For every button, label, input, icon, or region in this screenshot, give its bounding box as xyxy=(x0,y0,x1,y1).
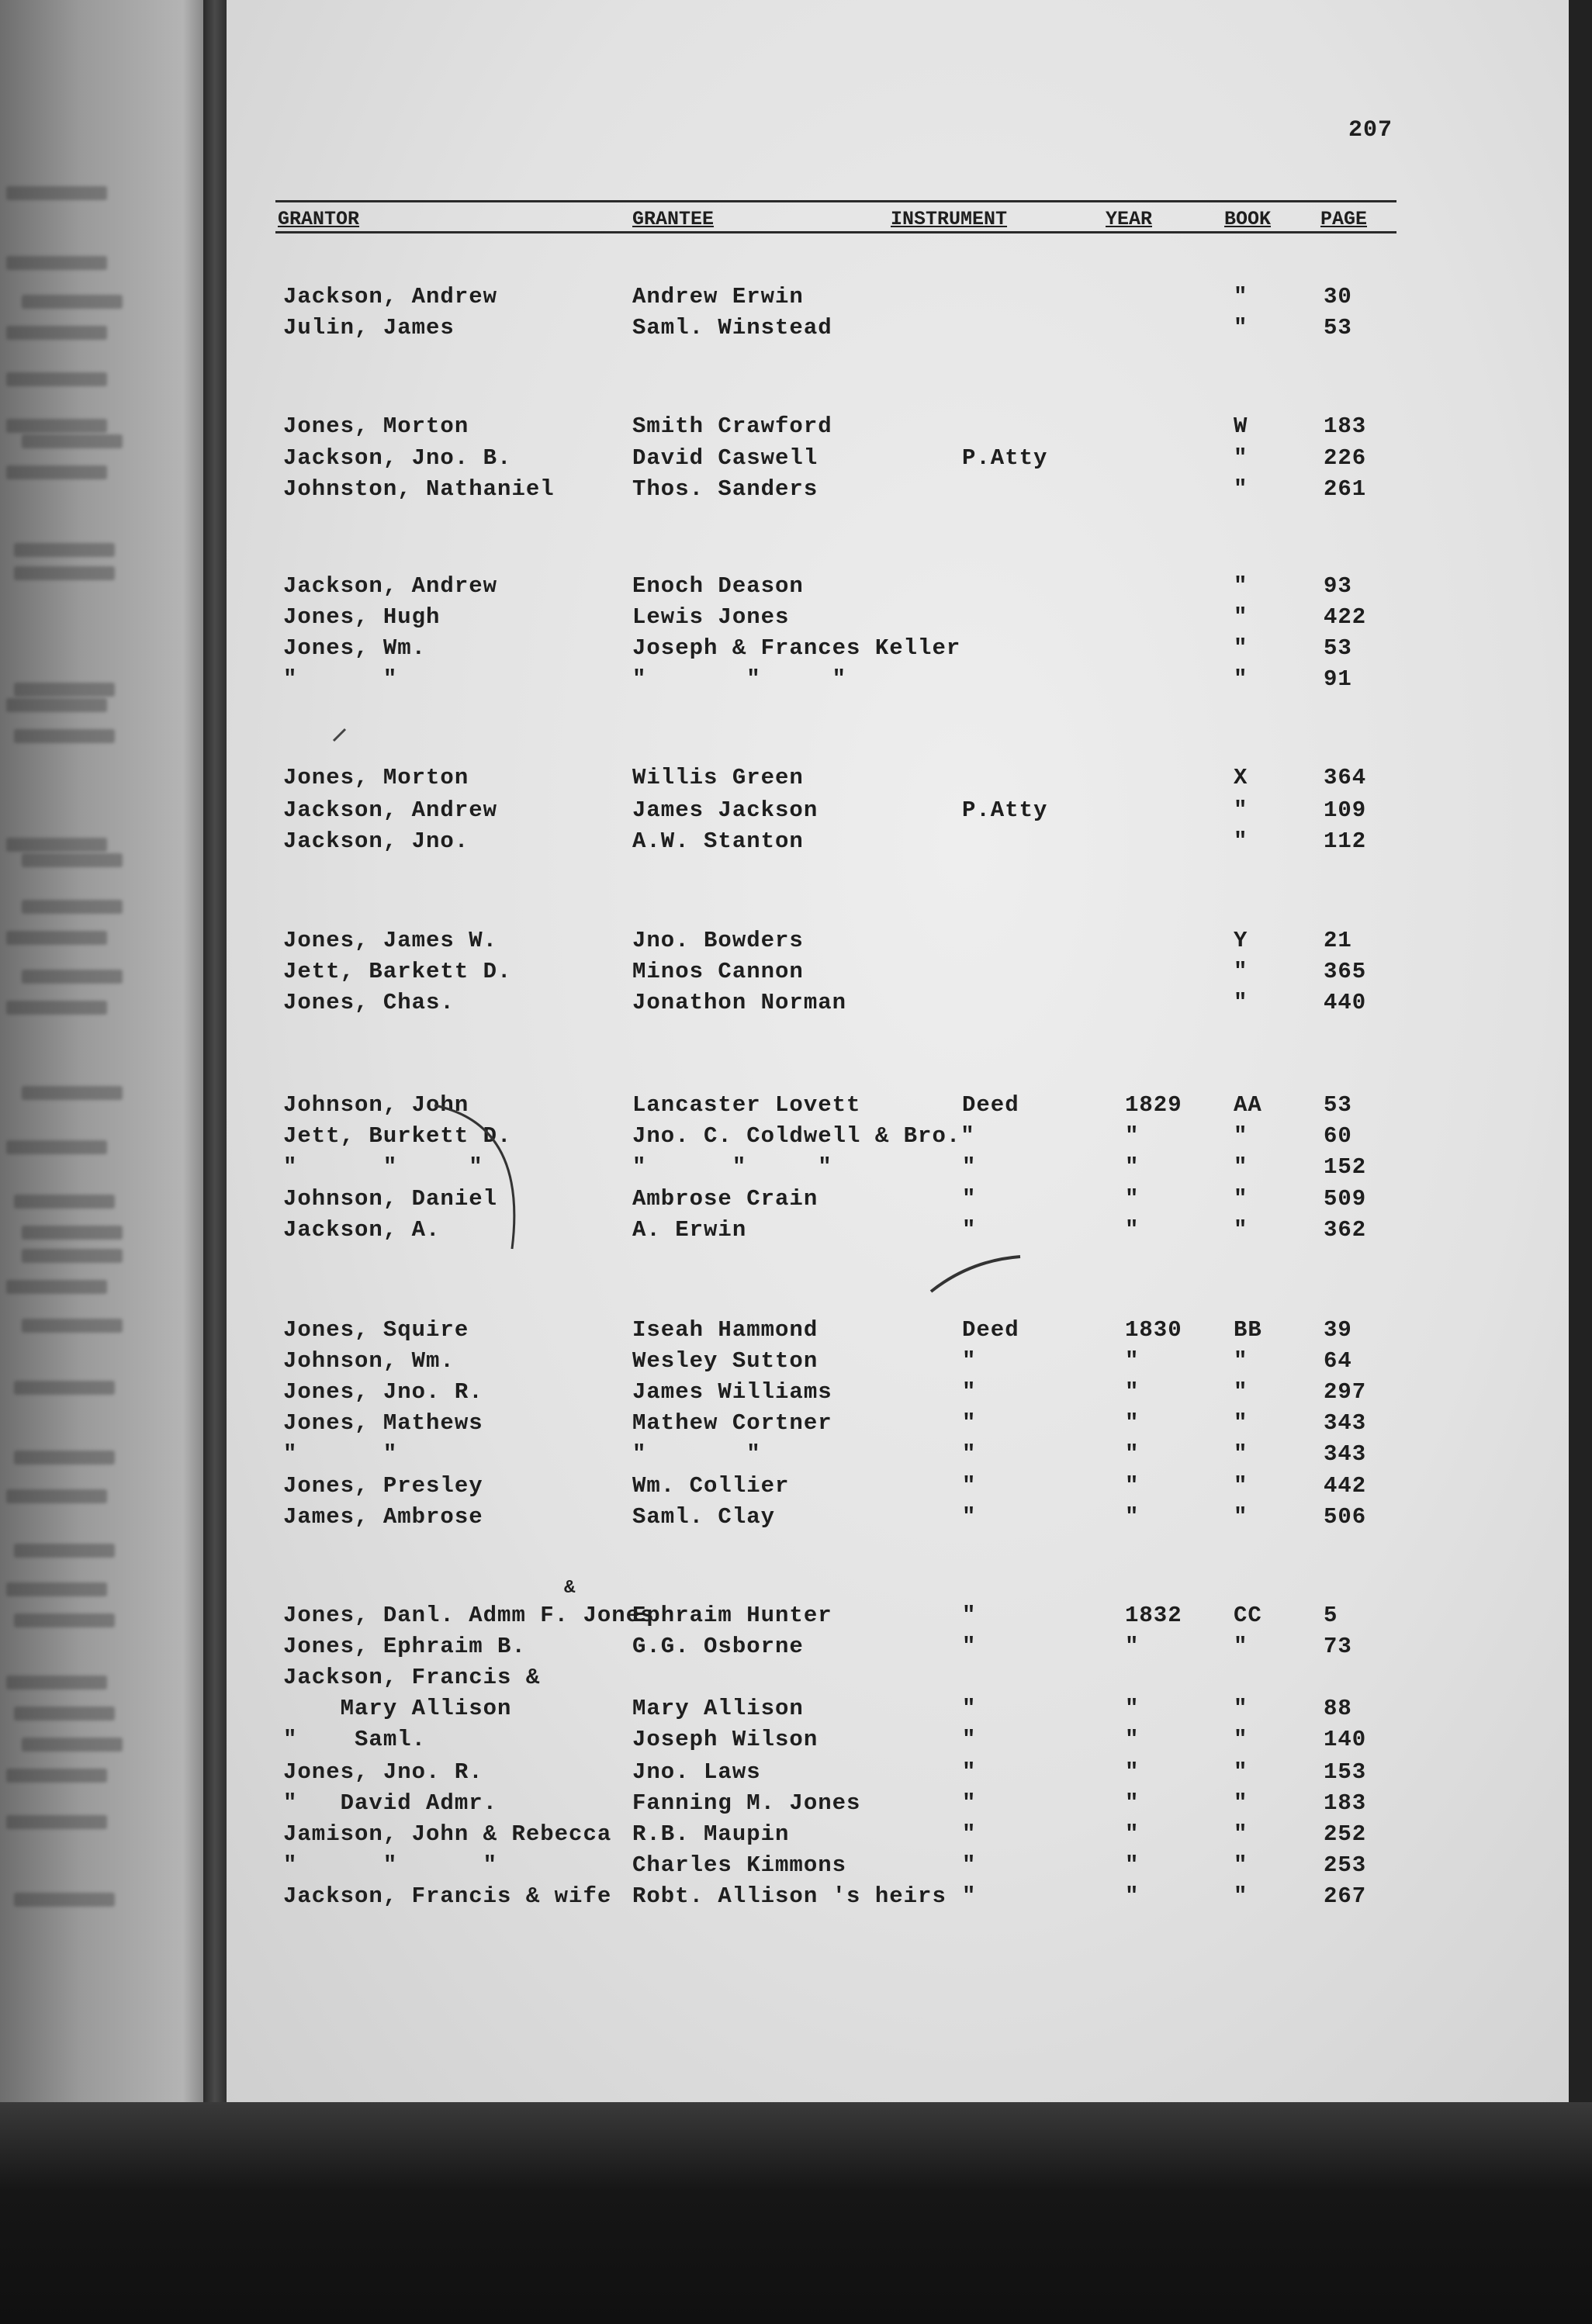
entry-page: 343 xyxy=(1324,1410,1367,1436)
entry-instrument: " xyxy=(962,1504,977,1530)
entry-year: " xyxy=(1125,1696,1140,1721)
entry-grantor: Jackson, Francis & xyxy=(283,1665,541,1690)
entry-page: 91 xyxy=(1324,666,1352,692)
entry-book: " xyxy=(1234,1154,1248,1180)
entry-page: 93 xyxy=(1324,573,1352,599)
bleed-through-text xyxy=(22,1738,123,1752)
entry-year: " xyxy=(1125,1348,1140,1374)
entry-page: 364 xyxy=(1324,765,1367,790)
entry-book: " xyxy=(1234,1217,1248,1243)
entry-grantor: Jett, Barkett D. xyxy=(283,959,512,984)
entry-grantor: Jones, Morton xyxy=(283,765,469,790)
entry-grantor: Jones, James W. xyxy=(283,928,498,953)
entry-book: " xyxy=(1234,1883,1248,1909)
entry-instrument: " xyxy=(962,1759,977,1785)
column-header-instrument: INSTRUMENT xyxy=(891,208,1008,230)
entry-book: " xyxy=(1234,959,1248,984)
entry-instrument: P.Atty xyxy=(962,445,1048,471)
entry-book: " xyxy=(1234,1759,1248,1785)
entry-book: BB xyxy=(1234,1317,1262,1343)
entry-grantee: Robt. Allison 's heirs xyxy=(632,1883,947,1909)
entry-grantor: Jackson, Andrew xyxy=(283,284,498,310)
entry-grantee: Jno. Bowders xyxy=(632,928,804,953)
bleed-through-text xyxy=(14,729,115,743)
header-rule-bottom xyxy=(275,231,1396,233)
bleed-through-text xyxy=(6,838,107,852)
entry-grantor: Jones, Chas. xyxy=(283,990,455,1015)
entry-grantor: Jones, Jno. R. xyxy=(283,1379,483,1405)
entry-grantee: David Caswell xyxy=(632,445,818,471)
entry-grantor: " " xyxy=(283,1441,398,1467)
bleed-through-text xyxy=(22,853,123,867)
right-margin xyxy=(1569,0,1592,2324)
entry-page: 422 xyxy=(1324,604,1367,630)
entry-page: 343 xyxy=(1324,1441,1367,1467)
entry-book: " xyxy=(1234,284,1248,310)
entry-book: CC xyxy=(1234,1603,1262,1628)
entry-book: " xyxy=(1234,445,1248,471)
bleed-through-text xyxy=(6,1001,107,1015)
entry-book: " xyxy=(1234,604,1248,630)
entry-instrument: " xyxy=(962,1410,977,1436)
entry-book: " xyxy=(1234,666,1248,692)
entry-year: " xyxy=(1125,1883,1140,1909)
entry-grantee: Mary Allison xyxy=(632,1696,804,1721)
facing-page-strip xyxy=(0,0,203,2324)
entry-instrument: " xyxy=(962,1348,977,1374)
entry-grantee: Thos. Sanders xyxy=(632,476,818,502)
header-rule-top xyxy=(275,200,1396,202)
entry-instrument: " xyxy=(962,1154,977,1180)
entry-book: " xyxy=(1234,1852,1248,1878)
entry-year: " xyxy=(1125,1441,1140,1467)
entry-page: 73 xyxy=(1324,1634,1352,1659)
entry-grantee: Smith Crawford xyxy=(632,413,832,439)
entry-book: " xyxy=(1234,1634,1248,1659)
bleed-through-text xyxy=(22,1226,123,1240)
entry-grantor: Jackson, Andrew xyxy=(283,573,498,599)
entry-instrument: Deed xyxy=(962,1092,1019,1118)
entry-grantee: " " xyxy=(632,1441,761,1467)
entry-book: " xyxy=(1234,573,1248,599)
entry-instrument: " xyxy=(962,1852,977,1878)
bleed-through-text xyxy=(22,1086,123,1100)
entry-page: 5 xyxy=(1324,1603,1338,1628)
entry-page: 442 xyxy=(1324,1473,1367,1499)
entry-book: " xyxy=(1234,990,1248,1015)
bleed-through-text xyxy=(6,372,107,386)
entry-book: " xyxy=(1234,1348,1248,1374)
entry-page: 60 xyxy=(1324,1123,1352,1149)
entry-grantee: Jno. Laws xyxy=(632,1759,761,1785)
entry-book: " xyxy=(1234,1504,1248,1530)
entry-book: " xyxy=(1234,1379,1248,1405)
entry-page: 253 xyxy=(1324,1852,1367,1878)
bleed-through-text xyxy=(14,683,115,697)
bleed-through-text xyxy=(14,1451,115,1465)
entry-grantor: Mary Allison xyxy=(283,1696,512,1721)
bleed-through-text xyxy=(6,698,107,712)
bleed-through-text xyxy=(6,1676,107,1689)
entry-grantee: Fanning M. Jones xyxy=(632,1790,861,1816)
entry-book: " xyxy=(1234,1441,1248,1467)
entry-year: 1830 xyxy=(1125,1317,1182,1343)
entry-instrument: " xyxy=(962,1217,977,1243)
entry-page: 21 xyxy=(1324,928,1352,953)
entry-page: 53 xyxy=(1324,1092,1352,1118)
entry-grantor: Johnson, Wm. xyxy=(283,1348,455,1374)
entry-grantor: Jones, Presley xyxy=(283,1473,483,1499)
entry-grantee: Minos Cannon xyxy=(632,959,804,984)
entry-instrument: " xyxy=(962,1696,977,1721)
entry-instrument: " xyxy=(962,1186,977,1212)
entry-grantee: Joseph & Frances Keller xyxy=(632,635,961,661)
entry-grantor: " " " xyxy=(283,1852,498,1878)
entry-page: 440 xyxy=(1324,990,1367,1015)
bleed-through-text xyxy=(22,1249,123,1263)
entry-grantee: Ephraim Hunter xyxy=(632,1603,832,1628)
entry-grantor: Jones, Squire xyxy=(283,1317,469,1343)
entry-grantor: " " " xyxy=(283,1154,483,1180)
entry-page: 153 xyxy=(1324,1759,1367,1785)
entry-book: " xyxy=(1234,1410,1248,1436)
entry-page: 365 xyxy=(1324,959,1367,984)
entry-grantee: Wm. Collier xyxy=(632,1473,790,1499)
entry-year: " xyxy=(1125,1634,1140,1659)
bleed-through-text xyxy=(6,1582,107,1596)
bleed-through-text xyxy=(14,1195,115,1209)
entry-grantee: Lewis Jones xyxy=(632,604,790,630)
entry-grantor: Jamison, John & Rebecca xyxy=(283,1821,612,1847)
entry-year: " xyxy=(1125,1473,1140,1499)
entry-grantee: Andrew Erwin xyxy=(632,284,804,310)
entry-grantee: Joseph Wilson xyxy=(632,1727,818,1752)
entry-grantor: Jones, Morton xyxy=(283,413,469,439)
entry-grantor: Jackson, Jno. B. xyxy=(283,445,512,471)
entry-page: 109 xyxy=(1324,797,1367,823)
entry-grantee: Wesley Sutton xyxy=(632,1348,818,1374)
entry-book: " xyxy=(1234,1123,1248,1149)
entry-page: 226 xyxy=(1324,445,1367,471)
entry-year: " xyxy=(1125,1217,1140,1243)
entry-grantee: Lancaster Lovett xyxy=(632,1092,861,1118)
bleed-through-text xyxy=(14,1544,115,1558)
entry-page: 140 xyxy=(1324,1727,1367,1752)
entry-grantor: Jackson, Jno. xyxy=(283,828,469,854)
entry-grantee: " " " xyxy=(632,666,847,692)
bleed-through-text xyxy=(22,295,123,309)
page-number: 207 xyxy=(1348,117,1393,144)
entry-grantee: Saml. Winstead xyxy=(632,315,832,341)
entry-grantor: " Saml. xyxy=(283,1727,427,1752)
entry-book: Y xyxy=(1234,928,1248,953)
entry-grantor: Jones, Wm. xyxy=(283,635,427,661)
bleed-through-text xyxy=(22,434,123,448)
entry-year: " xyxy=(1125,1852,1140,1878)
entry-year: " xyxy=(1125,1410,1140,1436)
bleed-through-text xyxy=(6,1140,107,1154)
entry-grantee: Charles Kimmons xyxy=(632,1852,847,1878)
entry-book: " xyxy=(1234,828,1248,854)
bleed-through-text xyxy=(6,1815,107,1829)
entry-book: X xyxy=(1234,765,1248,790)
column-header-page: PAGE xyxy=(1320,208,1368,230)
column-header-grantor: GRANTOR xyxy=(278,208,360,230)
entry-page: 30 xyxy=(1324,284,1352,310)
entry-year: " xyxy=(1125,1123,1140,1149)
entry-page: 88 xyxy=(1324,1696,1352,1721)
entry-grantee: James Jackson xyxy=(632,797,818,823)
bleed-through-text xyxy=(6,931,107,945)
entry-year: " xyxy=(1125,1727,1140,1752)
entry-grantor: Johnson, John xyxy=(283,1092,469,1118)
bleed-through-text xyxy=(14,543,115,557)
entry-instrument: " xyxy=(962,1821,977,1847)
entry-grantee: A.W. Stanton xyxy=(632,828,804,854)
entry-grantor: Jett, Burkett D. xyxy=(283,1123,512,1149)
entry-grantor: Johnson, Daniel xyxy=(283,1186,498,1212)
entry-book: " xyxy=(1234,1727,1248,1752)
entry-page: 53 xyxy=(1324,635,1352,661)
bottom-margin xyxy=(0,2102,1592,2324)
entry-year: " xyxy=(1125,1154,1140,1180)
entry-grantee: " " " xyxy=(632,1154,832,1180)
entry-book: " xyxy=(1234,797,1248,823)
entry-grantor: Jackson, A. xyxy=(283,1217,441,1243)
bleed-through-text xyxy=(6,256,107,270)
entry-grantor: Julin, James xyxy=(283,315,455,341)
entry-grantee: Enoch Deason xyxy=(632,573,804,599)
entry-instrument: " xyxy=(962,1603,977,1628)
entry-grantor: Jones, Mathews xyxy=(283,1410,483,1436)
entry-grantor: Jones, Danl. Admm F. Jones xyxy=(283,1603,655,1628)
entry-instrument: " xyxy=(962,1790,977,1816)
column-header-book: BOOK xyxy=(1224,208,1272,230)
bleed-through-text xyxy=(14,566,115,580)
entry-instrument: " xyxy=(962,1727,977,1752)
entry-page: 39 xyxy=(1324,1317,1352,1343)
entry-grantee: Iseah Hammond xyxy=(632,1317,818,1343)
entry-year: " xyxy=(1125,1379,1140,1405)
entry-book: " xyxy=(1234,315,1248,341)
entry-grantee: Willis Green xyxy=(632,765,804,790)
entry-year: " xyxy=(1125,1821,1140,1847)
bleed-through-text xyxy=(14,1893,115,1907)
entry-year: " xyxy=(1125,1186,1140,1212)
entry-grantor: " " xyxy=(283,666,398,692)
entry-grantee: Jno. C. Coldwell & Bro." xyxy=(632,1123,975,1149)
entry-grantor: Jackson, Francis & wife xyxy=(283,1883,612,1909)
bleed-through-text xyxy=(14,1613,115,1627)
entry-grantee: Jonathon Norman xyxy=(632,990,847,1015)
entry-book: " xyxy=(1234,476,1248,502)
entry-year: " xyxy=(1125,1504,1140,1530)
ampersand-note: & xyxy=(564,1578,576,1599)
entry-grantee: G.G. Osborne xyxy=(632,1634,804,1659)
entry-grantor: James, Ambrose xyxy=(283,1504,483,1530)
bleed-through-text xyxy=(6,1769,107,1783)
entry-instrument: Deed xyxy=(962,1317,1019,1343)
entry-grantee: Ambrose Crain xyxy=(632,1186,818,1212)
entry-book: " xyxy=(1234,1696,1248,1721)
entry-book: AA xyxy=(1234,1092,1262,1118)
bleed-through-text xyxy=(6,1280,107,1294)
entry-instrument: P.Atty xyxy=(962,797,1048,823)
entry-year: " xyxy=(1125,1790,1140,1816)
entry-year: " xyxy=(1125,1759,1140,1785)
entry-book: " xyxy=(1234,1186,1248,1212)
entry-page: 183 xyxy=(1324,413,1367,439)
entry-page: 261 xyxy=(1324,476,1367,502)
entry-page: 183 xyxy=(1324,1790,1367,1816)
book-gutter xyxy=(203,0,227,2324)
entry-page: 152 xyxy=(1324,1154,1367,1180)
entry-instrument: " xyxy=(962,1473,977,1499)
entry-page: 252 xyxy=(1324,1821,1367,1847)
entry-grantor: Jones, Hugh xyxy=(283,604,441,630)
entry-book: " xyxy=(1234,1821,1248,1847)
entry-page: 362 xyxy=(1324,1217,1367,1243)
column-header-year: YEAR xyxy=(1106,208,1153,230)
entry-grantor: Jones, Ephraim B. xyxy=(283,1634,526,1659)
entry-book: " xyxy=(1234,1790,1248,1816)
entry-grantor: " David Admr. xyxy=(283,1790,498,1816)
bleed-through-text xyxy=(6,465,107,479)
column-header-grantee: GRANTEE xyxy=(632,208,715,230)
bleed-through-text xyxy=(14,1381,115,1395)
entry-page: 509 xyxy=(1324,1186,1367,1212)
bleed-through-text xyxy=(14,1707,115,1721)
entry-book: " xyxy=(1234,1473,1248,1499)
bleed-through-text xyxy=(22,900,123,914)
entry-page: 506 xyxy=(1324,1504,1367,1530)
entry-page: 53 xyxy=(1324,315,1352,341)
entry-page: 297 xyxy=(1324,1379,1367,1405)
bleed-through-text xyxy=(6,1489,107,1503)
entry-grantee: James Williams xyxy=(632,1379,832,1405)
entry-instrument: " xyxy=(962,1634,977,1659)
entry-grantor: Jones, Jno. R. xyxy=(283,1759,483,1785)
entry-page: 64 xyxy=(1324,1348,1352,1374)
entry-page: 267 xyxy=(1324,1883,1367,1909)
entry-year: 1829 xyxy=(1125,1092,1182,1118)
bleed-through-text xyxy=(6,326,107,340)
entry-grantee: A. Erwin xyxy=(632,1217,747,1243)
entry-page: 112 xyxy=(1324,828,1367,854)
entry-grantee: Saml. Clay xyxy=(632,1504,776,1530)
entry-instrument: " xyxy=(962,1883,977,1909)
entry-instrument: " xyxy=(962,1379,977,1405)
entry-grantor: Jackson, Andrew xyxy=(283,797,498,823)
entry-year: 1832 xyxy=(1125,1603,1182,1628)
bleed-through-text xyxy=(22,1319,123,1333)
entry-grantee: R.B. Maupin xyxy=(632,1821,790,1847)
entry-grantee: Mathew Cortner xyxy=(632,1410,832,1436)
bleed-through-text xyxy=(6,419,107,433)
bleed-through-text xyxy=(22,970,123,984)
entry-grantor: Johnston, Nathaniel xyxy=(283,476,555,502)
entry-book: W xyxy=(1234,413,1248,439)
entry-book: " xyxy=(1234,635,1248,661)
entry-instrument: " xyxy=(962,1441,977,1467)
bleed-through-text xyxy=(6,186,107,200)
